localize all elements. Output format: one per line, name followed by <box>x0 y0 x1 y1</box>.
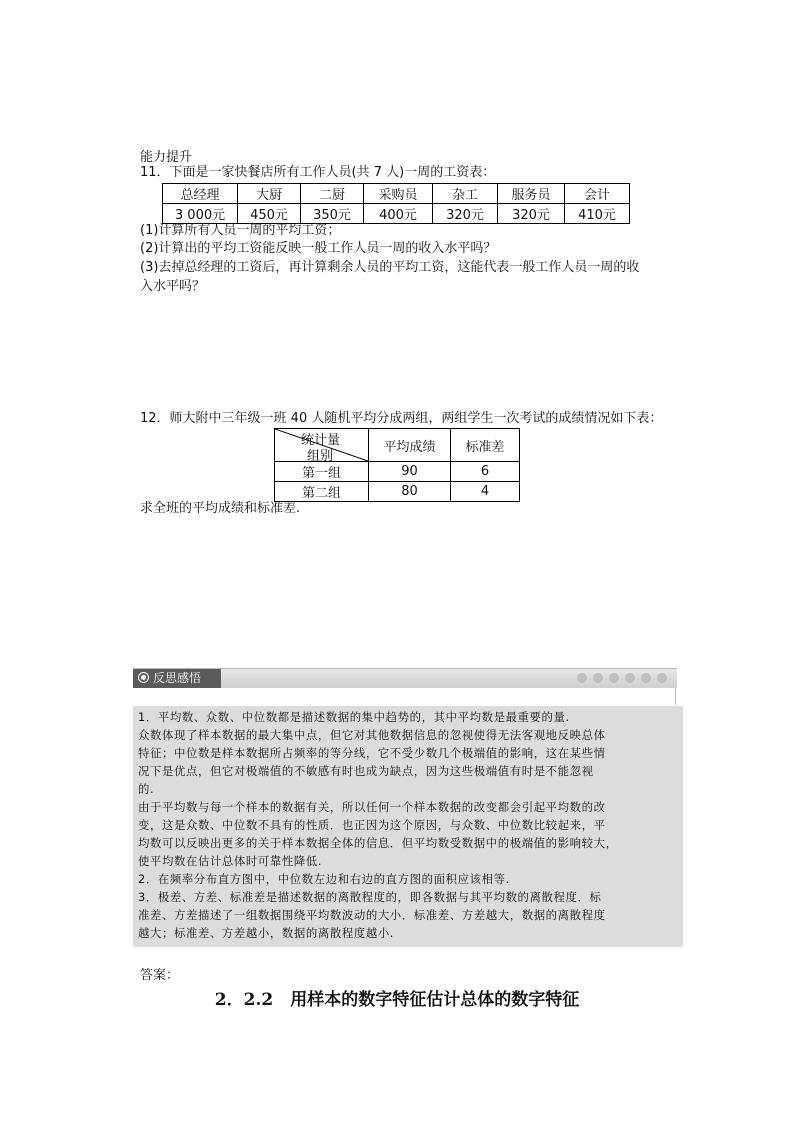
diag-bottom-label: 组别 <box>307 449 334 464</box>
wage-value-cell: 350元 <box>301 204 364 224</box>
decorative-dots <box>577 673 667 683</box>
wage-header-cell: 二厨 <box>301 184 364 204</box>
reflection-line: 由于平均数与每一个样本的数据有关，所以任何一个样本数据的改变都会引起平均数的改 <box>138 800 606 814</box>
target-circle-icon <box>138 672 149 683</box>
q11-stem: 11．下面是一家快餐店所有工作人员(共 7 人)一周的工资表： <box>140 165 496 180</box>
wage-table <box>162 183 630 224</box>
wage-header-cell: 总经理 <box>163 184 238 204</box>
group-cell: 第二组 <box>275 482 369 502</box>
wage-header-cell: 服务员 <box>498 184 565 204</box>
reflection-line: 特征；中位数是样本数据所占频率的等分线，它不受少数几个极端值的影响，这在某些情 <box>138 746 606 760</box>
reflection-header-bar <box>133 668 677 688</box>
q11-sub3-line2: 入水平吗？ <box>140 279 206 294</box>
sd-header-cell: 标准差 <box>451 429 520 462</box>
mean-cell: 80 <box>369 482 451 502</box>
reflection-divider <box>675 687 676 705</box>
diag-top-label: 统计量 <box>301 433 341 448</box>
reflection-line: 3．极差、方差、标准差是描述数据的离散程度的，即各数据与其平均数的离散程度．标 <box>138 890 602 904</box>
group-cell: 第一组 <box>275 462 369 482</box>
reflection-line: 变，这是众数、中位数不具有的性质．也正因为这个原因，与众数、中位数比较起来，平 <box>138 818 606 832</box>
section-heading: 2．2.2 用样本的数字特征估计总体的数字特征 <box>214 990 580 1010</box>
wage-header-cell: 杂工 <box>433 184 498 204</box>
reflection-line: 准差、方差描述了一组数据围绕平均数波动的大小．标准差、方差越大，数据的离散程度 <box>138 908 606 922</box>
dot-icon <box>625 673 635 683</box>
dot-icon <box>641 673 651 683</box>
dot-icon <box>609 673 619 683</box>
wage-value-cell: 3 000元 <box>163 204 238 224</box>
q12-ask: 求全班的平均成绩和标准差. <box>140 501 301 516</box>
reflection-line: 1．平均数、众数、中位数都是描述数据的集中趋势的，其中平均数是最重要的量. <box>138 710 570 724</box>
reflection-line: 使平均数在估计总体时可靠性降低. <box>138 854 323 868</box>
reflection-line: 况下是优点，但它对极端值的不敏感有时也成为缺点，因为这些极端值有时是不能忽视 <box>138 764 594 778</box>
q11-sub2: (2)计算出的平均工资能反映一般工作人员一周的收入水平吗？ <box>140 241 497 256</box>
q11-sub3-line1: (3)去掉总经理的工资后，再计算剩余人员的平均工资，这能代表一般工作人员一周的收 <box>140 260 640 275</box>
reflection-line: 众数体现了样本数据的最大集中点，但它对其他数据信息的忽视使得无法客观地反映总体 <box>138 728 606 742</box>
wage-header-cell: 会计 <box>565 184 630 204</box>
score-row <box>275 462 520 482</box>
reflection-line: 2．在频率分布直方图中，中位数左边和右边的直方图的面积应该相等. <box>138 872 510 886</box>
answer-label: 答案： <box>140 968 180 983</box>
sd-cell: 4 <box>451 482 520 502</box>
wage-table-value-row <box>163 204 630 224</box>
dot-icon <box>577 673 587 683</box>
score-table <box>274 428 520 502</box>
dot-icon <box>657 673 667 683</box>
score-table-header-row <box>275 429 520 462</box>
mean-header-cell: 平均成绩 <box>369 429 451 462</box>
wage-table-header-row <box>163 184 630 204</box>
sd-cell: 6 <box>451 462 520 482</box>
reflection-line: 越大；标准差、方差越小，数据的离散程度越小. <box>138 926 395 940</box>
reflection-line: 均数可以反映出更多的关于样本数据全体的信息．但平均数受数据中的极端值的影响较大， <box>138 836 618 850</box>
mean-cell: 90 <box>369 462 451 482</box>
reflection-tab <box>133 669 221 688</box>
q11-sub1: (1)计算所有人员一周的平均工资； <box>140 223 341 238</box>
wage-header-cell: 采购员 <box>364 184 433 204</box>
wage-header-cell: 大厨 <box>238 184 301 204</box>
dot-icon <box>593 673 603 683</box>
reflection-line: 的. <box>138 782 155 796</box>
section-title: 能力提升 <box>140 150 193 165</box>
diagonal-header-cell <box>275 429 369 462</box>
score-row <box>275 482 520 502</box>
wage-value-cell: 450元 <box>238 204 301 224</box>
reflection-title: 反思感悟 <box>153 671 202 685</box>
q12-stem: 12．师大附中三年级一班 40 人随机平均分成两组，两组学生一次考试的成绩情况如下表： <box>140 411 663 426</box>
wage-value-cell: 320元 <box>498 204 565 224</box>
wage-value-cell: 320元 <box>433 204 498 224</box>
wage-value-cell: 410元 <box>565 204 630 224</box>
wage-value-cell: 400元 <box>364 204 433 224</box>
